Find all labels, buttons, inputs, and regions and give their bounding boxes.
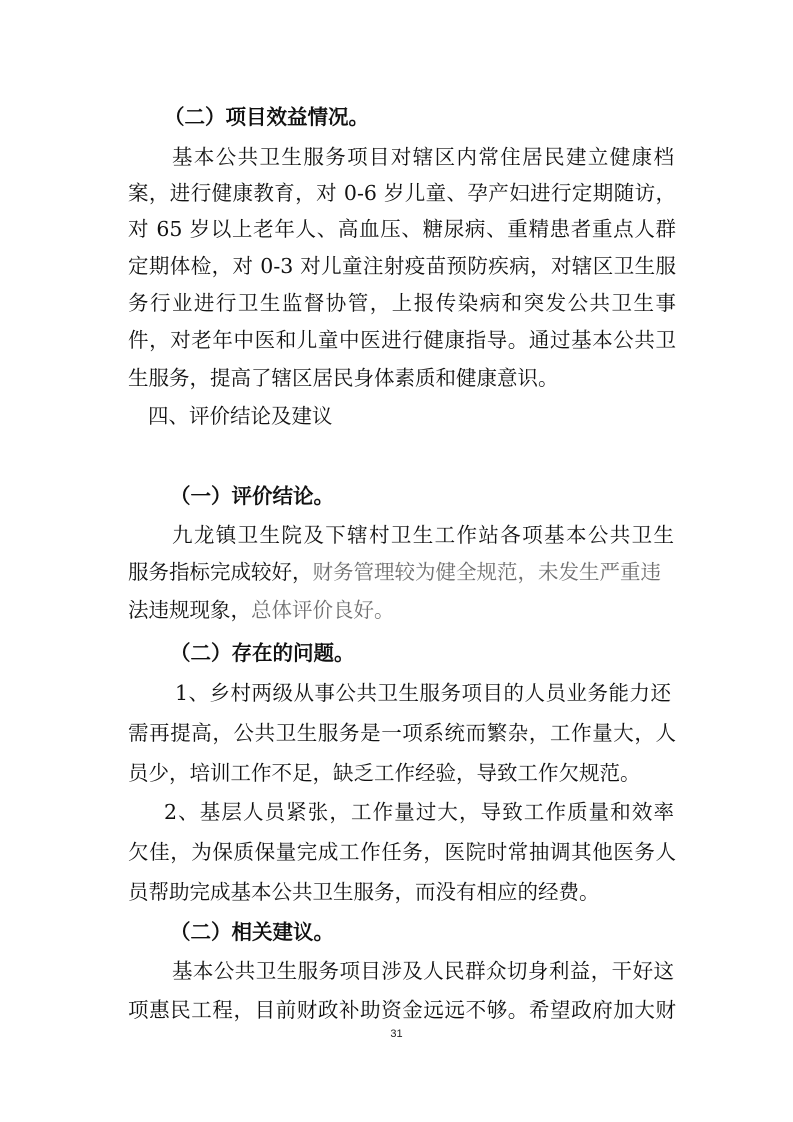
conclusion-line-3-part-b: 总体评价良好。: [251, 598, 395, 622]
conclusion-line-1: 九龙镇卫生院及下辖村卫生工作站各项基本公共卫生: [172, 523, 674, 547]
benefit-line-5: 务行业进行卫生监督协管，上报传染病和突发公共卫生事: [128, 291, 676, 315]
suggestions-heading: （二）相关建议。: [170, 920, 334, 944]
problem-2-line-1: 2、基层人员紧张，工作量过大，导致工作质量和效率: [164, 800, 674, 824]
benefit-line-2: 案，进行健康教育，对 0-6 岁儿童、孕产妇进行定期随访，: [128, 181, 676, 205]
conclusion-line-3-part-a: 法违规现象，: [128, 598, 251, 622]
conclusion-line-2-part-b: 财务管理较为健全规范，未发生严重违: [312, 560, 661, 584]
conclusion-line-2-part-a: 服务指标完成较好，: [128, 560, 313, 584]
conclusion-line-3: [128, 595, 395, 625]
benefit-line-4: 定期体检，对 0-3 对儿童注射疫苗预防疾病，对辖区卫生服: [128, 254, 676, 278]
problem-2-line-3: 员帮助完成基本公共卫生服务，而没有相应的经费。: [128, 880, 600, 904]
suggestion-line-1: 基本公共卫生服务项目涉及人民群众切身利益，干好这: [172, 959, 674, 983]
section-four-heading: 四、评价结论及建议: [148, 404, 333, 428]
section-heading-benefit: （二）项目效益情况。: [164, 105, 369, 129]
problem-1-line-1: 1、乡村两级从事公共卫生服务项目的人员业务能力还: [175, 681, 671, 705]
problem-2-line-2: 欠佳，为保质保量完成工作任务，医院时常抽调其他医务人: [128, 840, 676, 864]
conclusion-line-2: [128, 557, 661, 587]
page-number: 31: [390, 1028, 403, 1040]
benefit-line-1: 基本公共卫生服务项目对辖区内常住居民建立健康档: [172, 145, 674, 169]
benefit-line-6: 件，对老年中医和儿童中医进行健康指导。通过基本公共卫: [128, 328, 676, 352]
problem-1-line-3: 员少，培训工作不足，缺乏工作经验，导致工作欠规范。: [128, 761, 641, 785]
conclusion-heading: （一）评价结论。: [170, 484, 334, 508]
benefit-line-7: 生服务，提高了辖区居民身体素质和健康意识。: [128, 366, 559, 390]
problem-1-line-2: 需再提高，公共卫生服务是一项系统而繁杂，工作量大，人: [128, 721, 676, 745]
benefit-line-3: 对 65 岁以上老年人、高血压、糖尿病、重精患者重点人群: [128, 217, 676, 241]
problems-heading: （二）存在的问题。: [170, 641, 355, 665]
suggestion-line-2: 项惠民工程，目前财政补助资金远远不够。希望政府加大财: [128, 998, 676, 1022]
